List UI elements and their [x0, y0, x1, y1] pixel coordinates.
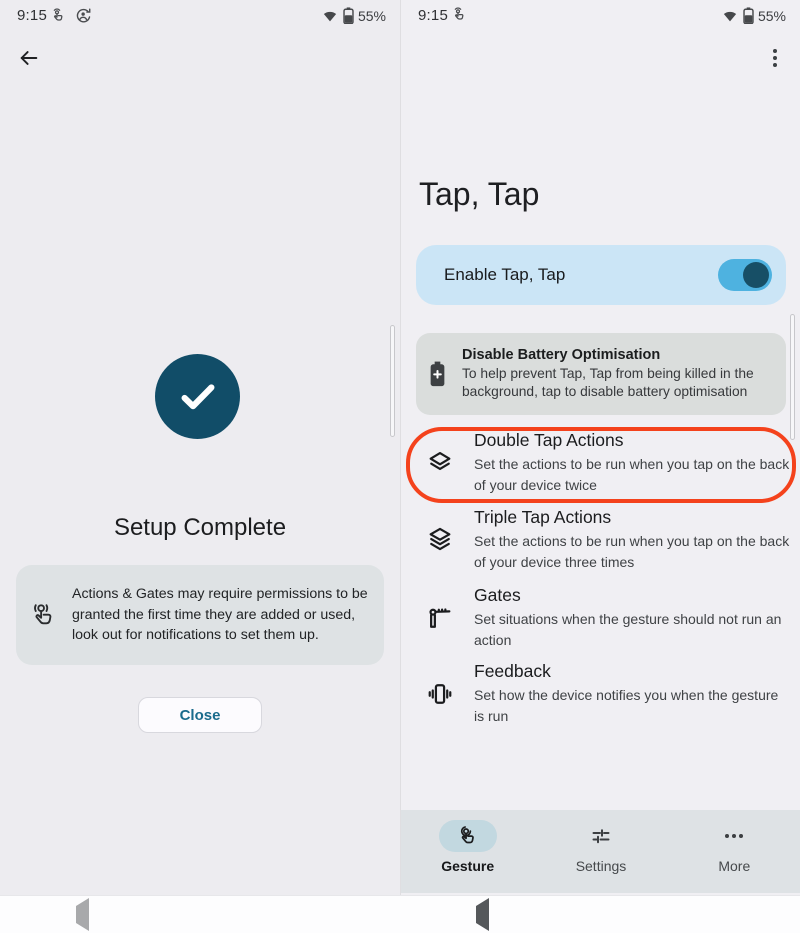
android-back-icon[interactable] — [76, 906, 89, 924]
item-title: Triple Tap Actions — [474, 507, 612, 527]
check-icon — [175, 374, 221, 420]
tap-gesture-icon — [28, 598, 58, 632]
tab-more[interactable] — [668, 810, 800, 893]
wifi-icon — [721, 8, 739, 24]
android-back-icon[interactable] — [476, 906, 489, 924]
battery-icon — [343, 7, 354, 24]
account-sync-icon — [75, 7, 92, 24]
permissions-note-text: Actions & Gates may require permissions to be granted the first time they are added or used, look out for notifications to set them up. — [72, 586, 368, 644]
tap-tap-main-screen — [400, 0, 800, 895]
battery-plus-icon — [429, 361, 446, 387]
more-horizontal-icon — [722, 824, 746, 848]
app-title: Tap, Tap — [419, 176, 540, 212]
layers-triple-icon — [426, 526, 454, 554]
clock: 9:15 — [17, 7, 47, 24]
battery-percent: 55% — [357, 7, 386, 24]
status-bar — [0, 0, 400, 32]
tap-gesture-icon — [456, 825, 479, 848]
back-button[interactable] — [16, 45, 42, 71]
tab-label: Settings — [575, 858, 627, 874]
scrollbar[interactable] — [390, 325, 395, 437]
battery-optimisation-card[interactable] — [416, 333, 786, 415]
success-check-badge — [155, 354, 240, 439]
overflow-menu-button[interactable] — [764, 46, 786, 70]
close-button[interactable]: Close — [138, 697, 262, 733]
vibrate-icon — [426, 680, 454, 708]
layers-double-icon — [426, 449, 454, 477]
battery-percent: 55% — [757, 7, 786, 24]
setup-complete-screen — [0, 0, 400, 895]
item-description: Set the actions to be run when you tap on the back of your device twice — [474, 456, 790, 493]
clock: 9:15 — [418, 7, 448, 24]
tap-gesture-icon — [50, 8, 66, 24]
gate-icon — [426, 604, 454, 632]
tab-label: More — [718, 858, 751, 874]
page-title: Setup Complete — [113, 514, 287, 541]
item-description: Set how the device notifies you when the gesture is run — [474, 687, 779, 724]
tab-settings[interactable] — [534, 810, 667, 893]
wifi-icon — [321, 8, 339, 24]
enable-toggle-label: Enable Tap, Tap — [444, 265, 566, 284]
permissions-note-card — [16, 565, 384, 665]
item-description: Set the actions to be run when you tap on the back of your device three times — [474, 533, 790, 570]
tab-gesture[interactable] — [401, 810, 534, 893]
bottom-navigation — [401, 810, 800, 893]
tune-icon — [589, 824, 613, 848]
scrollbar[interactable] — [790, 314, 795, 440]
battery-icon — [743, 7, 754, 24]
battery-card-title: Disable Battery Optimisation — [462, 346, 661, 363]
item-title: Feedback — [474, 661, 551, 681]
list-item-gates[interactable] — [401, 585, 800, 650]
item-title: Gates — [474, 585, 521, 605]
list-item-double-tap-actions[interactable] — [401, 430, 800, 495]
battery-card-description: To help prevent Tap, Tap from being killed in the background, tap to disable battery optimisation — [462, 365, 754, 399]
tap-gesture-icon — [451, 7, 467, 23]
list-item-triple-tap-actions[interactable] — [401, 507, 800, 572]
tab-label: Gesture — [441, 858, 495, 874]
enable-toggle-card[interactable] — [416, 245, 786, 305]
system-navigation-bar — [0, 895, 800, 933]
enable-toggle-switch[interactable] — [718, 259, 772, 291]
status-bar — [401, 0, 800, 32]
item-title: Double Tap Actions — [474, 430, 624, 450]
item-description: Set situations when the gesture should not run an action — [474, 611, 782, 648]
list-item-feedback[interactable] — [401, 661, 800, 726]
